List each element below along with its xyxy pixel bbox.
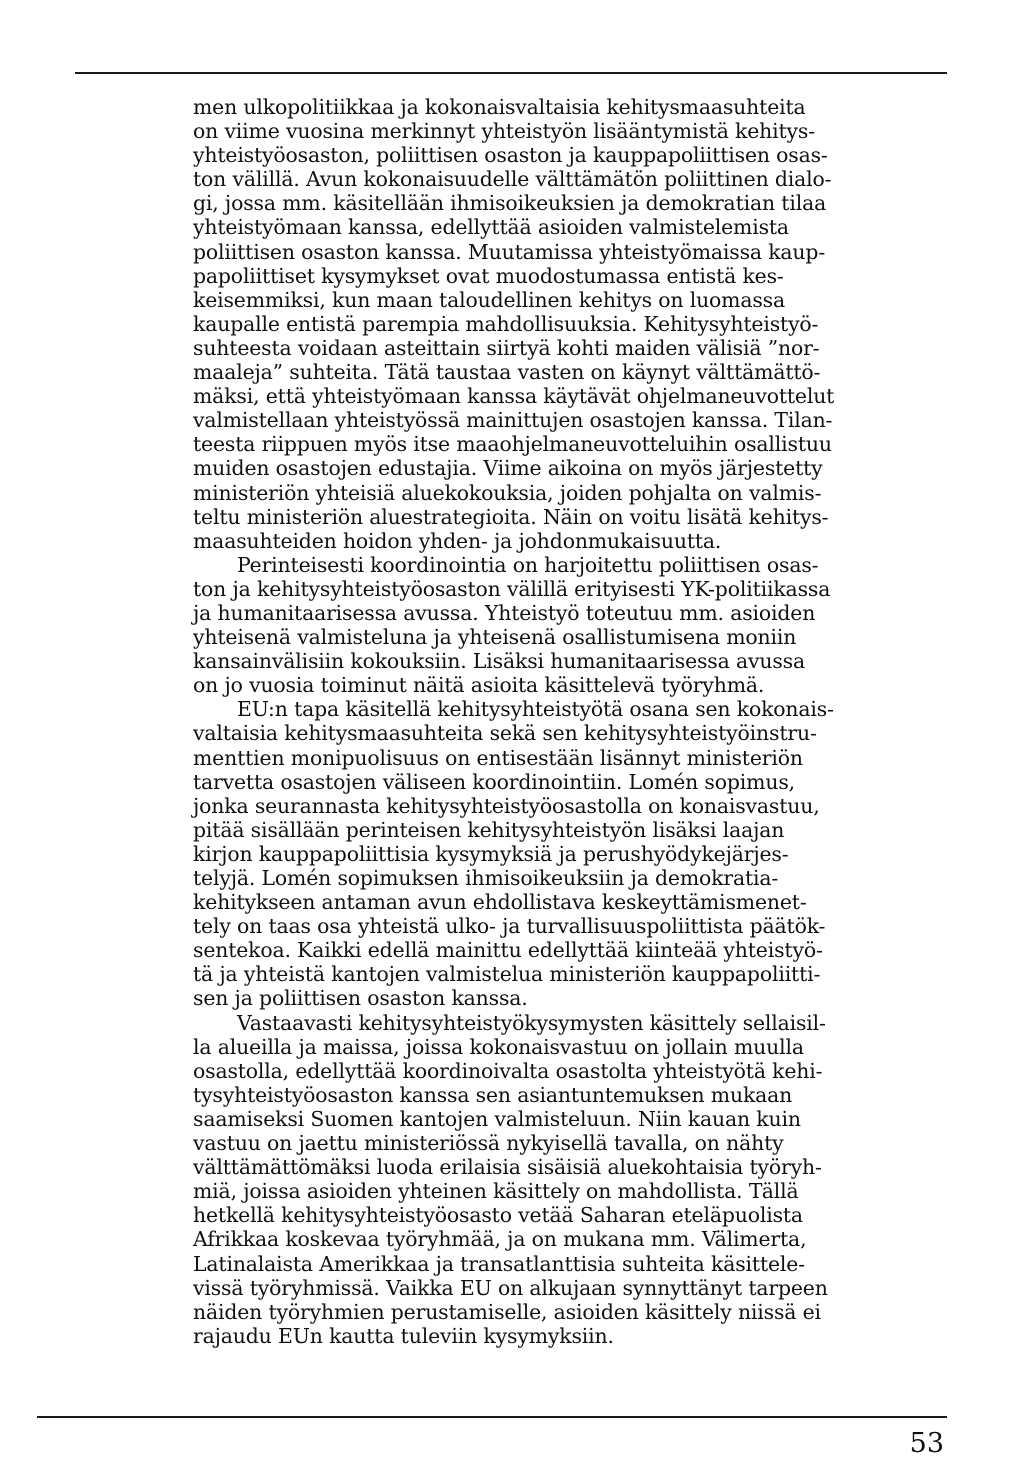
text-line: vastuu on jaettu ministeriössä nykyisellä tavalla, on nähty: [193, 1131, 784, 1156]
text-line: teesta riippuen myös itse maaohjelmaneuvotteluihin osallistuu: [193, 432, 832, 457]
text-line: osastolla, edellyttää koordinoivalta osastolta yhteistyötä kehi-: [193, 1058, 823, 1083]
text-line: on jo vuosia toiminut näitä asioita käsittelevä työryhmä.: [193, 673, 765, 698]
text-line: Vastaavasti kehitysyhteistyökysymysten käsittely sellaisil-: [237, 1010, 826, 1035]
text-line: menttien monipuolisuus on entisestään lisännyt ministeriön: [193, 745, 803, 770]
text-line: Latinalaista Amerikkaa ja transatlanttisia suhteita käsittele-: [193, 1251, 805, 1276]
text-line: poliittisen osaston kanssa. Muutamissa yhteistyömaissa kaup-: [193, 239, 826, 264]
text-line: ministeriön yhteisiä aluekokouksia, joiden pohjalta on valmis-: [193, 480, 822, 505]
text-line: saamiseksi Suomen kantojen valmisteluun. Niin kauan kuin: [193, 1106, 801, 1131]
text-line: näiden työryhmien perustamiselle, asioiden käsittely niissä ei: [193, 1299, 821, 1324]
text-line: yhteisenä valmisteluna ja yhteisenä osallistumisena moniin: [193, 625, 797, 650]
text-line: kirjon kauppapoliittisia kysymyksiä ja perushyödykejärjes-: [193, 841, 789, 866]
text-line: papoliittiset kysymykset ovat muodostumassa entistä kes-: [193, 263, 784, 288]
text-line: muiden osastojen edustajia. Viime aikoina on myös järjestetty: [193, 456, 823, 481]
text-line: keisemmiksi, kun maan taloudellinen kehitys on luomassa: [193, 287, 785, 312]
text-line: maasuhteiden hoidon yhden- ja johdonmukaisuutta.: [193, 528, 722, 553]
text-line: ton ja kehitysyhteistyöosaston välillä erityisesti YK-politiikassa: [193, 576, 831, 601]
text-line: kansainvälisiin kokouksiin. Lisäksi humanitaarisessa avussa: [193, 649, 805, 674]
text-line: Afrikkaa koskevaa työryhmää, ja on mukana mm. Välimerta,: [193, 1227, 807, 1252]
bottom-rule: [37, 1416, 947, 1418]
paragraph-3: [193, 697, 883, 1010]
text-line: suhteesta voidaan asteittain siirtyä kohti maiden välisiä ”nor-: [193, 335, 820, 360]
text-line: mäksi, että yhteistyömaan kanssa käytävät ohjelmaneuvottelut: [193, 384, 835, 409]
text-line: on viime vuosina merkinnyt yhteistyön lisääntymistä kehitys-: [193, 119, 815, 144]
text-line: vissä työryhmissä. Vaikka EU on alkujaan synnyttänyt tarpeen: [193, 1275, 828, 1300]
text-line: sen ja poliittisen osaston kanssa.: [193, 986, 528, 1011]
text-line: pitää sisällään perinteisen kehitysyhteistyön lisäksi laajan: [193, 817, 785, 842]
text-line: maaleja” suhteita. Tätä taustaa vasten on käynyt välttämättö-: [193, 360, 821, 385]
text-line: kaupalle entistä parempia mahdollisuuksia. Kehitysyhteistyö-: [193, 311, 819, 336]
page-body: [193, 95, 883, 1348]
text-line: yhteistyöosaston, poliittisen osaston ja kauppapoliittisen osas-: [193, 143, 828, 168]
text-line: ja humanitaarisessa avussa. Yhteistyö toteutuu mm. asioiden: [193, 600, 816, 625]
text-line: ton välillä. Avun kokonaisuudelle välttämätön poliittinen dialo-: [193, 167, 832, 192]
top-rule: [75, 72, 947, 74]
text-line: gi, jossa mm. käsitellään ihmisoikeuksien ja demokratian tilaa: [193, 191, 827, 216]
text-line: telyjä. Lomén sopimuksen ihmisoikeuksiin ja demokratia-: [193, 866, 779, 890]
text-line: tä ja yhteistä kantojen valmistelua ministeriön kauppapoliitti-: [193, 962, 821, 987]
text-line: teltu ministeriön aluestrategioita. Näin on voitu lisätä kehitys-: [193, 504, 829, 529]
text-line: sentekoa. Kaikki edellä mainittu edellyttää kiinteää yhteistyö-: [193, 938, 823, 963]
text-line: yhteistyömaan kanssa, edellyttää asioiden valmistelemista: [193, 215, 789, 240]
text-line: tysyhteistyöosaston kanssa sen asiantuntemuksen mukaan: [193, 1082, 793, 1107]
text-line: tely on taas osa yhteistä ulko- ja turvallisuuspoliittista päätök-: [193, 914, 826, 939]
text-line: rajaudu EUn kautta tuleviin kysymyksiin.: [193, 1323, 614, 1348]
text-line: men ulkopolitiikkaa ja kokonaisvaltaisia kehitysmaasuhteita: [193, 95, 806, 119]
text-line: Perinteisesti koordinointia on harjoitettu poliittisen osas-: [237, 552, 819, 577]
text-line: valtaisia kehitysmaasuhteita sekä sen kehitysyhteistyöinstru-: [193, 721, 817, 746]
page-number: 53: [909, 1428, 944, 1459]
text-line: EU:n tapa käsitellä kehitysyhteistyötä osana sen kokonais-: [237, 697, 834, 722]
text-line: tarvetta osastojen väliseen koordinointiin. Lomén sopimus,: [193, 769, 795, 794]
text-line: miä, joissa asioiden yhteinen käsittely on mahdollista. Tällä: [193, 1179, 799, 1204]
text-line: välttämättömäksi luoda erilaisia sisäisiä aluekohtaisia työryh-: [193, 1155, 822, 1180]
text-line: hetkellä kehitysyhteistyöosasto vetää Saharan eteläpuolista: [193, 1203, 803, 1228]
paragraph-1: [193, 95, 883, 553]
text-line: jonka seurannasta kehitysyhteistyöosastolla on konaisvastuu,: [193, 793, 820, 818]
text-line: valmistellaan yhteistyössä mainittujen osastojen kanssa. Tilan-: [193, 408, 833, 433]
paragraph-4: [193, 1011, 883, 1348]
paragraph-2: [193, 553, 883, 698]
text-line: kehitykseen antaman avun ehdollistava keskeyttämismenet-: [193, 890, 807, 915]
text-line: la alueilla ja maissa, joissa kokonaisvastuu on jollain muulla: [193, 1034, 804, 1059]
